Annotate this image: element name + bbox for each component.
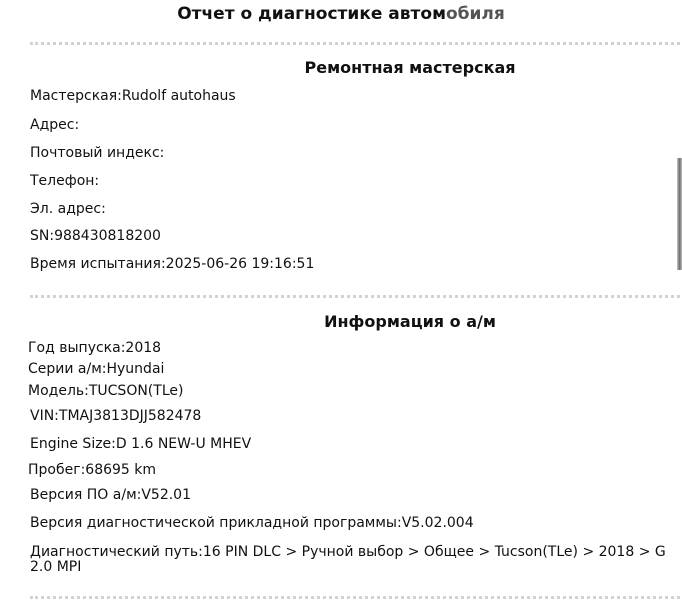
divider-bottom: [30, 596, 680, 599]
vehicle-engine-size-field: Engine Size:D 1.6 NEW-U MHEV: [30, 436, 252, 452]
vehicle-software-version-field: Версия ПО а/м:V52.01: [30, 487, 191, 503]
report-title-main: Отчет о диагностике автом: [177, 4, 446, 24]
workshop-email-field: Эл. адрес:: [30, 201, 106, 217]
workshop-name-field: Мастерская:Rudolf autohaus: [30, 88, 236, 104]
divider-top: [30, 42, 680, 45]
vehicle-section-heading: Информация о а/м: [324, 312, 496, 331]
vehicle-mileage-field: Пробег:68695 km: [28, 462, 157, 478]
report-title: [0, 4, 682, 24]
workshop-section-heading: Ремонтная мастерская: [304, 58, 516, 77]
vehicle-series-field: Серии а/м:Hyundai: [28, 361, 165, 377]
vehicle-vin-field: VIN:TMAJ3813DJJ582478: [30, 408, 202, 424]
diagnostic-app-version-field: Версия диагностической прикладной программы:V5.02.004: [30, 515, 474, 531]
vehicle-model-field: Модель:TUCSON(TLe): [28, 383, 184, 399]
diagnostic-path-field: Диагностический путь:16 PIN DLC > Ручной выбор > Общее > Tucson(TLe) > 2018 > G 2.0 MPI: [30, 544, 666, 575]
workshop-postal-code-field: Почтовый индекс:: [30, 145, 165, 161]
vehicle-year-field: Год выпуска:2018: [28, 340, 162, 356]
workshop-address-field: Адрес:: [30, 117, 80, 133]
divider-middle: [30, 295, 680, 298]
page-edge-shadow: [677, 158, 682, 270]
report-title-tail: обиля: [445, 4, 505, 24]
workshop-phone-field: Телефон:: [30, 173, 100, 189]
test-time-field: Время испытания:2025-06-26 19:16:51: [30, 256, 315, 272]
device-serial-field: SN:988430818200: [30, 228, 161, 244]
